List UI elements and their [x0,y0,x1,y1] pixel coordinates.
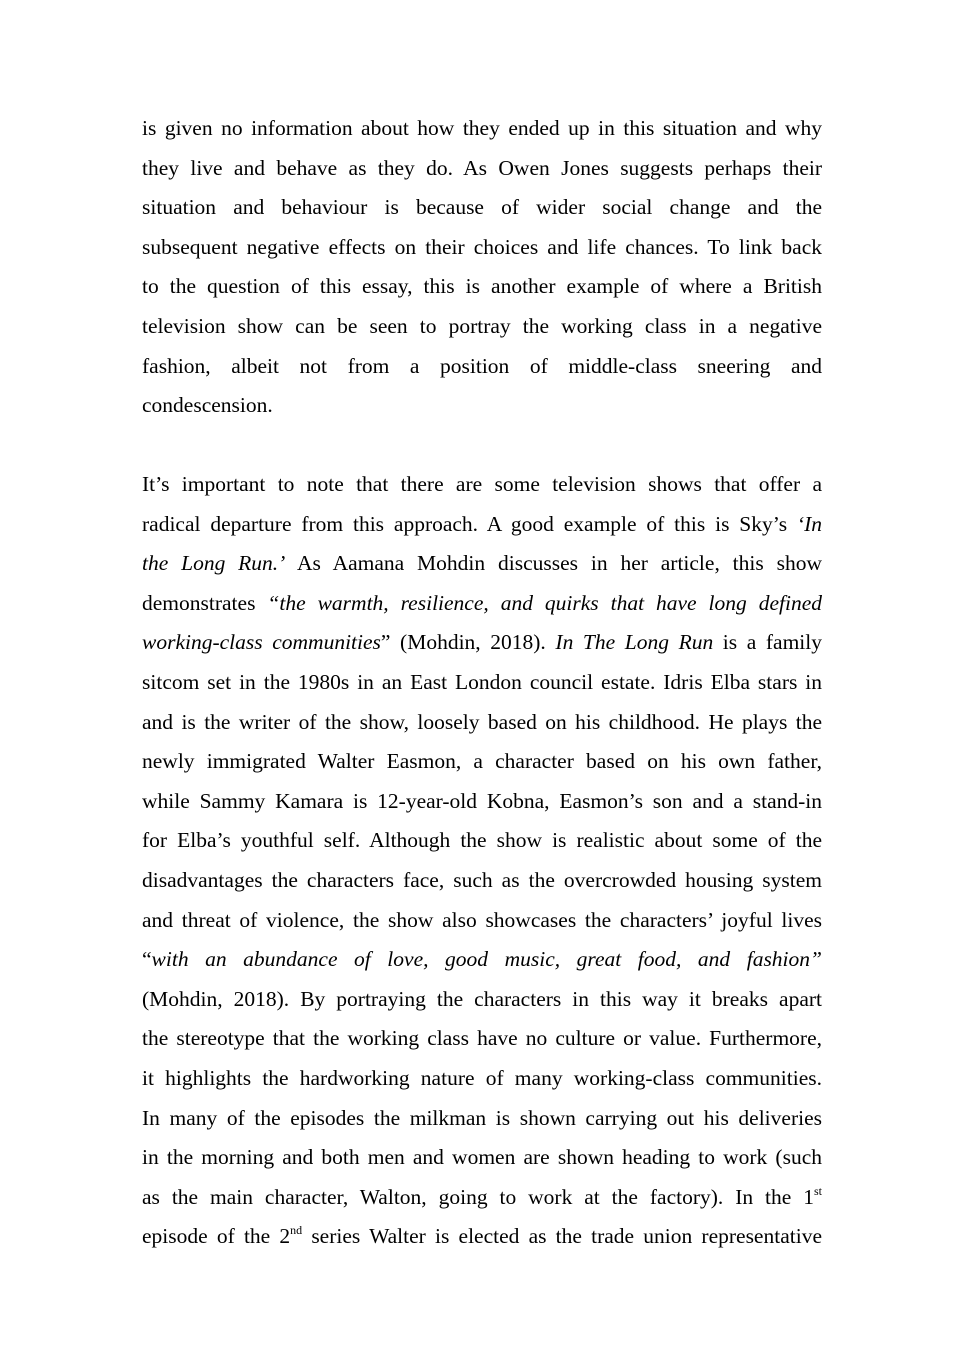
italic-quote: working-class communities [142,630,381,655]
text-line: It’s important to note that there are some television shows that offer a [142,472,822,496]
text-line: as the main character, Walton, going to work at the factory). In the 1st [142,1183,822,1209]
italic-text: ‘In [796,511,822,536]
text-line: episode of the 2nd series Walter is elected as the trade union representative [142,1223,822,1249]
text-line: subsequent negative effects on their choices and life chances. To link back [142,234,822,259]
italic-quote: “the warmth, resilience, and quirks that have long defined [267,590,822,615]
text-line: “with an abundance of love, good music, great food, and fashion” [142,947,822,972]
text-line: for Elba’s youthful self. Although the show is realistic about some of the [142,828,822,853]
text-line: they live and behave as they do. As Owen Jones suggests perhaps their [142,155,822,180]
superscript: st [813,1183,822,1198]
text-line: situation and behaviour is because of wider social change and the [142,195,822,220]
text-line: and threat of violence, the show also showcases the characters’ joyful lives [142,907,822,932]
text-line: working-class communities” (Mohdin, 2018). In The Long Run is a family [142,630,822,655]
text-line: the Long Run.’ As Aamana Mohdin discusses in her article, this show [142,551,822,576]
text-line: condescension. [142,393,273,418]
text-line: and is the writer of the show, loosely based on his childhood. He plays the [142,709,822,734]
text-line: disadvantages the characters face, such as the overcrowded housing system [142,867,822,892]
italic-text: the Long Run.’ [142,551,286,576]
text-line: it highlights the hardworking nature of many working-class communities. [142,1065,822,1090]
text-line: television show can be seen to portray the working class in a negative [142,313,822,338]
text-line: newly immigrated Walter Easmon, a character based on his own father, [142,749,822,774]
text-line: (Mohdin, 2018). By portraying the characters in this way it breaks apart [142,986,822,1011]
italic-title: In The Long Run [555,630,714,655]
text-line: while Sammy Kamara is 12-year-old Kobna, Easmon’s son and a stand-in [142,788,822,813]
paragraph-1 [142,112,822,429]
paragraph-2 [142,468,822,1260]
text-line: fashion, albeit not from a position of middle-class sneering and [142,353,822,378]
text-line: sitcom set in the 1980s in an East London council estate. Idris Elba stars in [142,669,822,694]
text-line: In many of the episodes the milkman is shown carrying out his deliveries [142,1105,822,1130]
italic-quote: with an abundance of love, good music, great food, and fashion” [151,947,822,972]
text-line: radical departure from this approach. A good example of this is Sky’s ‘In [142,511,822,536]
text-line: in the morning and both men and women are shown heading to work (such [142,1145,822,1170]
text-line: is given no information about how they ended up in this situation and why [142,116,822,140]
text-line: the stereotype that the working class have no culture or value. Furthermore, [142,1026,822,1051]
superscript: nd [290,1223,303,1238]
text-line: to the question of this essay, this is another example of where a British [142,274,822,299]
text-line: demonstrates “the warmth, resilience, and quirks that have long defined [142,590,822,615]
